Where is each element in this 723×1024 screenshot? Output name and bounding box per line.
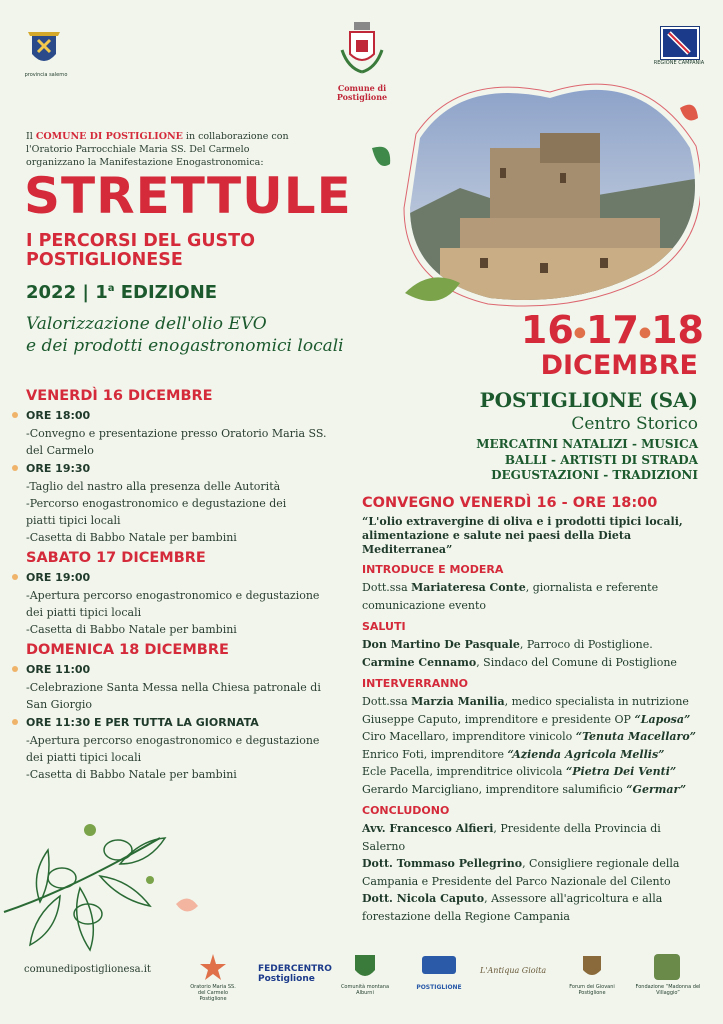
day-heading: SABATO 17 DICEMBRE — [26, 550, 206, 566]
castle-photo — [400, 78, 700, 318]
program-schedule: VENERDÌ 16 DICEMBRE ORE 18:00 -Convegno e presentazione presso Oratorio Maria SS. del Carmelo ORE 19:30 -Taglio del nastro alla presenza delle Autorità -Percorso enogastronomico e degustazione dei piatti tipici locali -Casetta di Babbo Natale per bambini SABATO 17 DICEMBRE ORE 19:00 -Apertura percorso enogastronomico e degustazione dei piatti tipici locali -Casetta di Babbo Natale per bambini DOMENICA 18 DICEMBRE ORE 11:00 -Celebrazione Santa Messa nella Chiesa patronale di San Giorgio ORE 11:30 E PER TUTTA LA GIORNATA -Apertura percorso enogastronomico e degustazione dei piatti tipici locali -Casetta di Babbo Natale per bambini — [26, 388, 336, 783]
regione-campania-logo — [660, 26, 700, 60]
event-dates: 16●17●18 — [520, 308, 704, 352]
sponsor-caption: Oratorio Maria SS. del Carmelo Postiglione — [190, 984, 236, 1002]
antiqua-gioita-logo: L'Antiqua Gioita — [480, 966, 547, 975]
event-town: POSTIGLIONE (SA) — [479, 388, 698, 412]
intro-line2: l'Oratorio Parrocchiale Maria SS. Del Carmelo — [26, 144, 250, 155]
sponsor-caption: Forum dei Giovani Postiglione — [569, 984, 615, 996]
event-activities: MERCATINI NATALIZI - MUSICA BALLI - ARTISTI DI STRADA DEGUSTAZIONI - TRADIZIONI — [476, 437, 698, 482]
section-heading: SALUTI — [362, 620, 406, 633]
time-heading: ORE 19:00 — [26, 571, 336, 584]
comunita-montana-logo — [352, 952, 378, 988]
oratorio-logo — [198, 952, 228, 988]
federcentro-logo: FEDERCENTRO Postiglione — [258, 964, 332, 984]
comune-crest-logo — [338, 20, 386, 82]
speaker-line: Ciro Macellaro, imprenditore vinicolo “Tenuta Macellaro” — [362, 730, 696, 743]
tagline-2: e dei prodotti enogastronomici locali — [26, 336, 344, 356]
comune-caption: Comune di Postiglione — [336, 83, 388, 102]
intro-line3: organizzano la Manifestazione Enogastronomica: — [26, 157, 264, 168]
convegno-section — [362, 495, 702, 925]
event-subtitle-2: POSTIGLIONESE — [26, 250, 183, 270]
day-heading: DOMENICA 18 DICEMBRE — [26, 642, 229, 658]
speaker-line: Dott.ssa Marzia Manilia, medico specialista in nutrizione — [362, 695, 689, 708]
forum-giovani-logo — [580, 952, 604, 988]
sponsor-caption: POSTIGLIONE — [416, 984, 462, 991]
section-heading: INTERVERRANNO — [362, 677, 469, 690]
provincia-caption: provincia salerno — [24, 72, 68, 78]
event-location: Centro Storico — [571, 414, 698, 434]
sponsor-caption: Fondazione “Madonna del Villaggio” — [635, 984, 701, 996]
postiglione-logo — [420, 952, 458, 988]
time-heading: ORE 18:00 — [26, 409, 336, 422]
tagline-1: Valorizzazione dell'olio EVO — [26, 314, 267, 334]
intro-text: Il COMUNE DI POSTIGLIONE in collaborazione con l'Oratorio Parrocchiale Maria SS. Del Carmelo organizzano la Manifestazione Enogastronomica: — [26, 130, 326, 169]
fondazione-logo — [652, 952, 682, 988]
petal-decoration — [174, 896, 200, 922]
speaker-line: Dott.ssa Mariateresa Conte, giornalista e referente comunicazione evento — [362, 581, 659, 612]
edition-label: 2022 | 1$^a$ EDIZIONE — [26, 282, 218, 303]
section-heading: CONCLUDONO — [362, 804, 450, 817]
leaf-decoration — [370, 144, 394, 176]
speaker-line: Carmine Cennamo, Sindaco del Comune di Postiglione — [362, 655, 677, 669]
event-title: STRETTULE — [24, 167, 352, 225]
intro-comune: COMUNE DI POSTIGLIONE — [35, 131, 183, 142]
speaker-line: Don Martino De Pasquale, Parroco di Postiglione. — [362, 638, 653, 651]
time-heading: ORE 19:30 — [26, 462, 336, 475]
speaker-line: Ecle Pacella, imprenditrice olivicola “Pietra Dei Venti” — [362, 765, 677, 778]
time-heading: ORE 11:00 — [26, 663, 336, 676]
speaker-line: Dott. Tommaso Pellegrino, Consigliere regionale della Campania e Presidente del Parco Nazionale del Cilento — [362, 857, 680, 888]
speaker-line: Gerardo Marcigliano, imprenditore salumificio “Germar” — [362, 782, 687, 796]
provincia-salerno-logo — [24, 28, 64, 72]
olive-branch-illustration — [0, 820, 170, 959]
sponsor-caption: Comunità montana Alburni — [340, 984, 390, 996]
day-heading: VENERDÌ 16 DICEMBRE — [26, 388, 213, 404]
speaker-line: Avv. Francesco Alfieri, Presidente della Provincia di Salerno — [362, 822, 661, 853]
section-heading: INTRODUCE E MODERA — [362, 563, 504, 576]
time-heading: ORE 11:30 E PER TUTTA LA GIORNATA — [26, 716, 336, 729]
event-subtitle-1: I PERCORSI DEL GUSTO — [26, 231, 255, 251]
speaker-line: Dott. Nicola Caputo, Assessore all'agricoltura e alla forestazione della Regione Campania — [362, 892, 663, 923]
event-month: DICEMBRE — [540, 350, 698, 381]
speaker-line: Enrico Foti, imprenditore “Azienda Agricola Mellis” — [362, 747, 665, 761]
regione-caption: REGIONE CAMPANIA — [653, 60, 705, 66]
speaker-line: Giuseppe Caputo, imprenditore e presidente OP “Laposa” — [362, 712, 691, 726]
convegno-title: CONVEGNO VENERDÌ 16 - ORE 18:00 — [362, 495, 658, 511]
convegno-quote: “L'olio extravergine di oliva e i prodotti tipici locali, alimentazione e salute nei paesi della Dieta Mediterranea” — [362, 515, 683, 556]
website-link[interactable]: comunedipostiglionesa.it — [24, 964, 151, 975]
